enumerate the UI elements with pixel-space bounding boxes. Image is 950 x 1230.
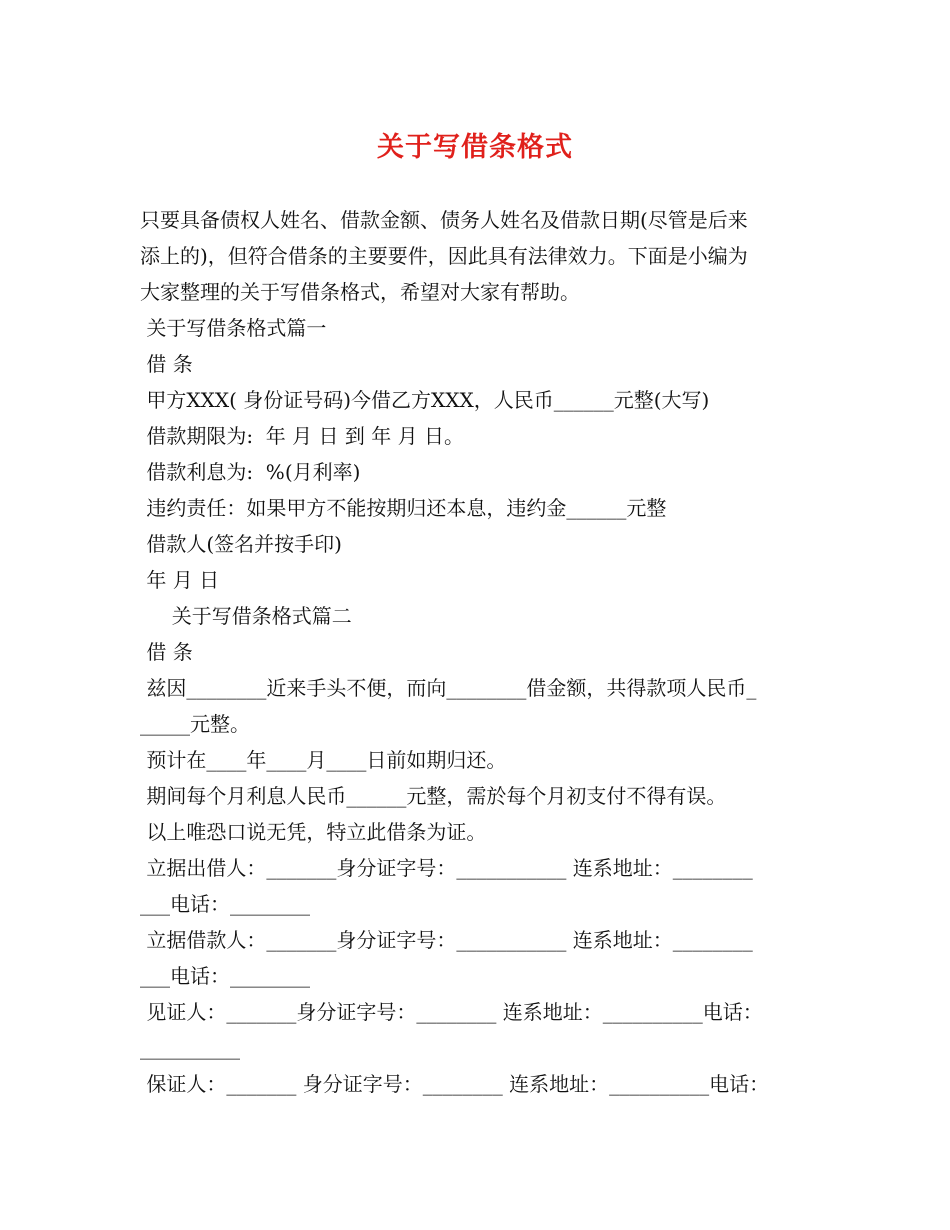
iou1-line-party: 甲方XXX( 身份证号码)今借乙方XXX，人民币______元整(大写)	[140, 388, 710, 412]
iou2-line-guarantor: 保证人：_______ 身分证字号：________ 连系地址：__________电话：	[140, 1072, 770, 1096]
iou2-line-due: 预计在____年____月____日前如期归还。	[140, 748, 507, 772]
intro-line-3: 大家整理的关于写借条格式，希望对大家有帮助。	[140, 280, 580, 304]
iou2-line-lender: 立据出借人：_______身分证字号：___________ 连系地址：________	[140, 856, 753, 880]
iou1-line-term: 借款期限为: 年 月 日 到 年 月 日。	[140, 424, 464, 448]
iou2-line-borrower-cont: ___电话：________	[140, 964, 310, 988]
section-heading-1: 关于写借条格式篇一	[140, 316, 327, 340]
iou2-line-witness-cont: __________	[140, 1036, 240, 1060]
iou2-line-reason-cont: _____元整。	[140, 712, 250, 736]
iou1-line-interest: 借款利息为: %(月利率)	[140, 460, 361, 484]
iou1-line-date: 年 月 日	[140, 568, 220, 592]
iou2-line-borrower: 立据借款人：_______身分证字号：___________ 连系地址：________	[140, 928, 753, 952]
document-title: 关于写借条格式	[377, 132, 573, 163]
iou-title-2: 借 条	[140, 640, 193, 664]
iou2-line-witness: 见证人：_______身分证字号：________ 连系地址：__________电话：	[140, 1000, 763, 1024]
iou2-line-reason: 兹因________近来手头不便，而向________借金额，共得款项人民币_	[140, 676, 757, 700]
iou2-line-interest: 期间每个月利息人民币______元整，需於每个月初支付不得有误。	[140, 784, 727, 808]
iou2-line-lender-cont: ___电话：________	[140, 892, 310, 916]
document-body	[140, 202, 830, 1102]
iou1-line-borrower: 借款人(签名并按手印)	[140, 532, 342, 556]
iou2-line-proof: 以上唯恐口说无凭，特立此借条为证。	[140, 820, 487, 844]
section-heading-2: 关于写借条格式篇二	[140, 604, 352, 628]
intro-line-1: 只要具备债权人姓名、借款金额、债务人姓名及借款日期(尽管是后来	[140, 208, 748, 232]
iou-title-1: 借 条	[140, 352, 193, 376]
iou1-line-liability: 违约责任：如果甲方不能按期归还本息，违约金______元整	[140, 496, 667, 520]
intro-line-2: 添上的)，但符合借条的主要要件，因此具有法律效力。下面是小编为	[140, 244, 748, 268]
